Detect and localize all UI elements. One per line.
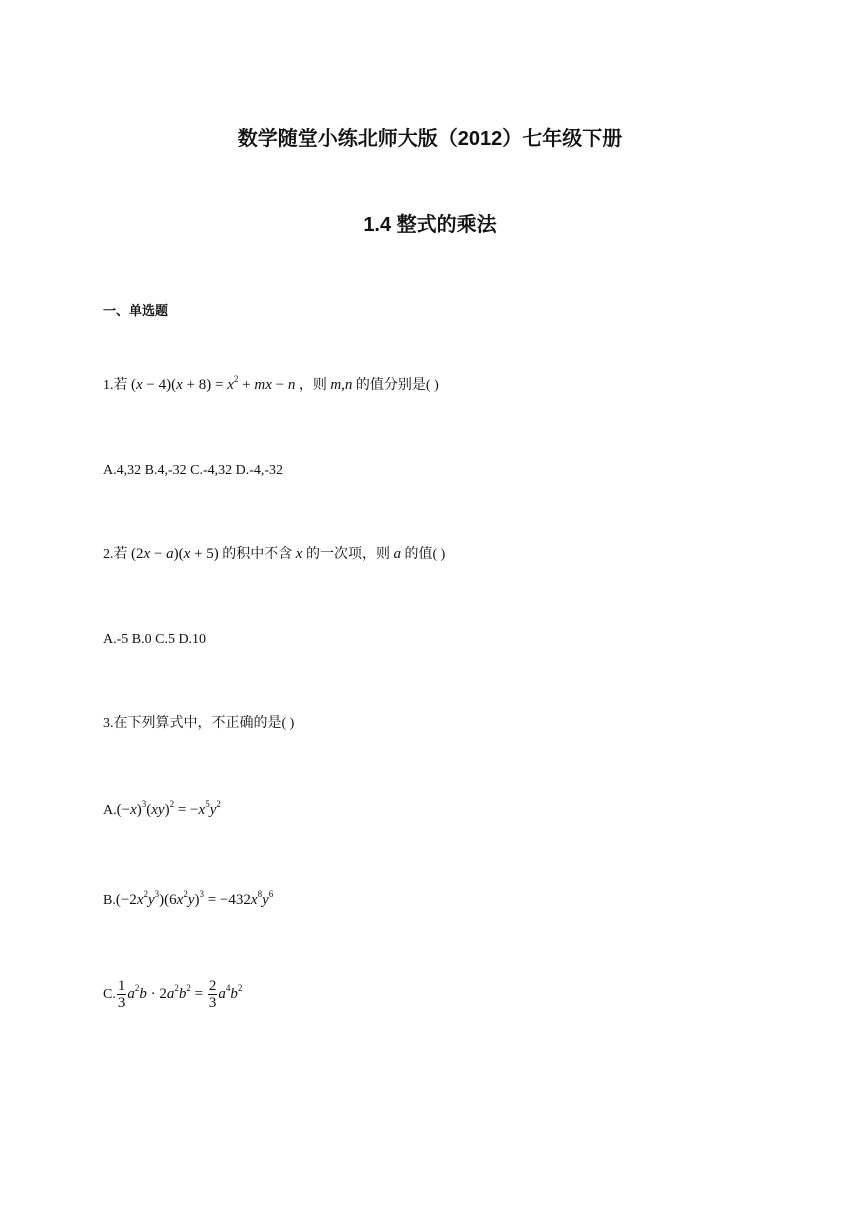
q2-lead: 2.若: [103, 547, 128, 562]
q2-var-x: x: [295, 546, 303, 562]
q3-c-label: C.: [103, 986, 116, 1002]
q2-var-a: a: [393, 546, 401, 562]
q2-options: A.-5 B.0 C.5 D.10: [103, 632, 207, 647]
q1-tail2: 的值分别是( ): [355, 378, 439, 393]
q1-options: A.4,32 B.4,-32 C.-4,32 D.-4,-32: [103, 463, 284, 478]
doc-subtitle: 1.4 整式的乘法: [363, 214, 497, 236]
q3-a-formula: $(-x)^3(xy)^2 = -x^5y^2$: [116, 799, 221, 818]
q1-vars: m: [330, 377, 342, 393]
q3-b-label: B.: [103, 893, 116, 908]
q3-b-formula: $(-2x^2y^3)(6x^2y)^3 = -432x^8y^6$: [115, 889, 274, 908]
doc-title: 数学随堂小练北师大版（2012）七年级下册: [237, 128, 623, 150]
q2-tail: 的值( ): [404, 547, 446, 562]
q3-a-label: A.: [103, 803, 117, 818]
fraction-two-thirds: $\frac{2}{3}$: [208, 978, 217, 1011]
question-3: 3.在下列算式中，不正确的是( ): [103, 716, 295, 731]
q2-formula: (2x − a)(x + 5): [131, 546, 219, 562]
q1-tail: ，则: [298, 378, 327, 393]
q2-mid2: 的一次项，则: [305, 547, 390, 562]
q3-c-formula: $\frac{1}{3}$ $a^2b \cdot 2a^2b^2$ = $\frac{2}{3}$ $a^4b^2$: [117, 978, 243, 1011]
q2-mid: 的积中不含: [222, 547, 293, 562]
section-heading: 一、单选题: [103, 303, 169, 318]
q3-option-c: [103, 978, 242, 1011]
fraction-one-third: $\frac{1}{3}$: [117, 978, 126, 1011]
q1-lead: 1.若: [103, 378, 128, 393]
question-2: [103, 544, 445, 565]
question-1: 1.若 $(x - 4)(x + 8) = x^2$ + mx − n ，则 m,n 的值分别是( ): [103, 374, 439, 393]
q1-formula: $(x - 4)(x + 8) = x^2$ + mx − n: [131, 374, 296, 393]
q3-option-a: [103, 800, 221, 821]
q3-option-b: [103, 890, 273, 911]
